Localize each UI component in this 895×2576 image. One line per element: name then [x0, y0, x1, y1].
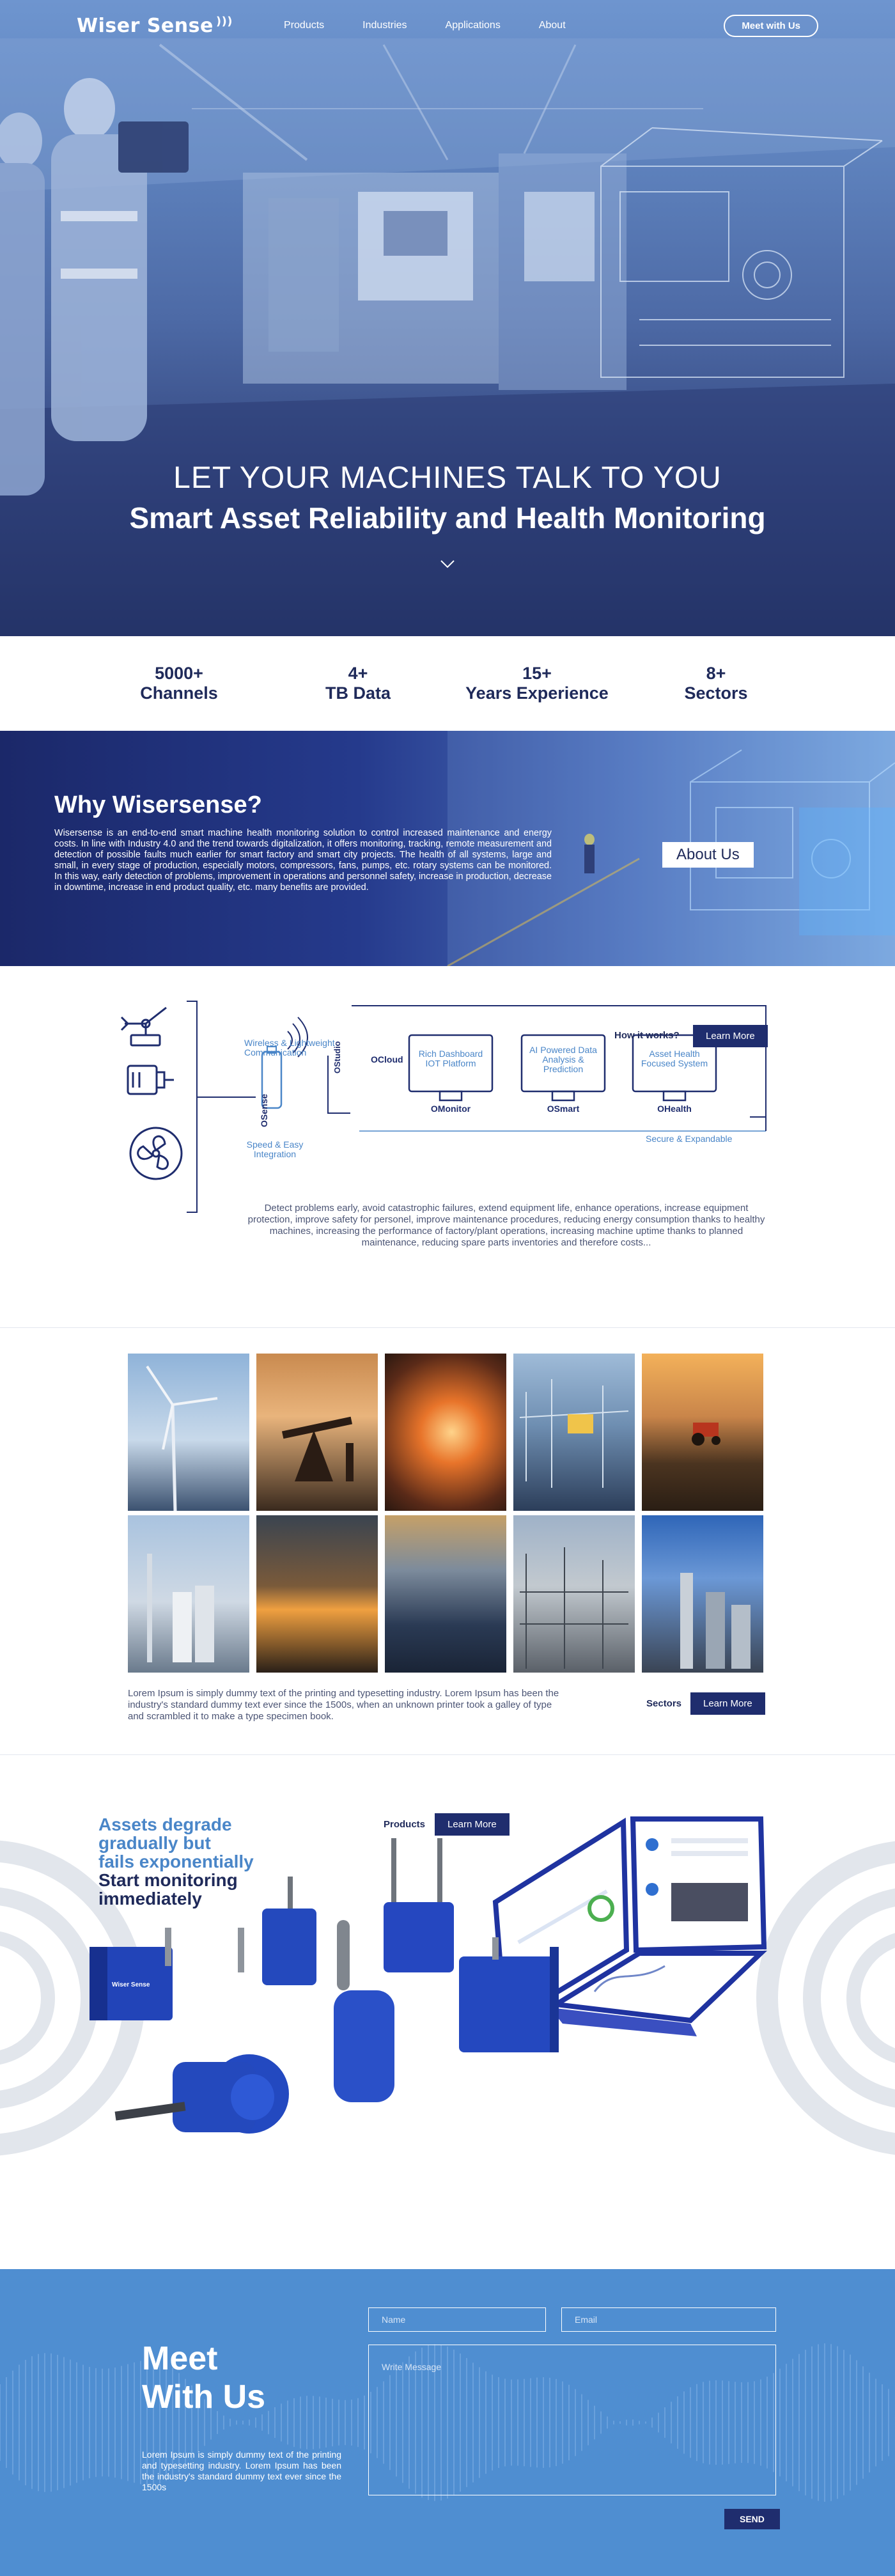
osense-label: OSense — [259, 1093, 269, 1127]
hero-title: Smart Asset Reliability and Health Monitoring — [129, 501, 766, 535]
robot-arm-icon — [121, 1008, 166, 1045]
signal-icon: ))) — [215, 14, 233, 28]
top-navigation — [0, 0, 895, 51]
why-title: Why Wisersense? — [54, 792, 262, 818]
omonitor-label: OMonitor — [430, 1104, 471, 1114]
sector-image-mining[interactable] — [256, 1515, 378, 1673]
omonitor-description: Rich Dashboard IOT Platform — [418, 1049, 483, 1068]
headline-line-2: gradually but — [98, 1833, 211, 1853]
device-brand-label: Wiser Sense — [112, 1981, 150, 1988]
stats-bar — [0, 636, 895, 731]
sector-image-manufacturing[interactable] — [513, 1354, 635, 1511]
why-description: Wisersense is an end-to-end smart machine health monitoring solution to control increased maintenance and energy costs. In line with Industry 4.0 and the trend towards digitalization, it offers monitoring, tracking, remote measurement and detection of possible faults much earlier for smart factory and smart city projects. The health of all systems, large and small, in every stage of production, especially motors, compressors, fans, pumps, etc. rotary systems can be monitored. In this way, early detection of problems, improvement in operations and personnel safety, increase in production, decrease in downtime, increase in end product quality, etc. many benefits are provided. — [54, 828, 552, 893]
stat-sectors — [626, 664, 805, 703]
sectors-learn-more-button[interactable]: Learn More — [690, 1692, 765, 1715]
stat-label: Sectors — [684, 683, 748, 703]
system-architecture-diagram — [0, 966, 895, 1328]
osmart-label: OSmart — [547, 1104, 580, 1114]
how-it-works-learn-more-button[interactable]: Learn More — [693, 1025, 768, 1047]
email-input[interactable] — [561, 2307, 776, 2332]
hero-tagline: LET YOUR MACHINES TALK TO YOU — [173, 461, 722, 495]
sector-image-oil-gas[interactable] — [256, 1354, 378, 1511]
nav-link-about[interactable]: About — [538, 20, 566, 31]
how-it-works-description: Detect problems early, avoid catastrophic failures, extend equipment life, enhance operations, increase equipment protection, improve safety for personel, improve maintenance procedures, reducing energy consumption thanks to healthy machines, increasing the performance of factory/plant operations, increasing machine uptime thanks to planned maintenance, reducing spare parts inventories and therefore costs... — [247, 1203, 765, 1248]
refinery-tower-icon — [642, 1515, 763, 1673]
wireless-label: Wireless & Lightweight Communication — [244, 1038, 335, 1058]
why-wisersense-section — [0, 731, 895, 966]
sector-image-wind-energy[interactable] — [128, 1354, 249, 1511]
headline-line-5: immediately — [98, 1889, 202, 1909]
nav-link-applications[interactable]: Applications — [445, 20, 501, 31]
contact-section — [0, 2269, 895, 2576]
name-input[interactable] — [368, 2307, 546, 2332]
ohealth-description: Asset Health Focused System — [641, 1049, 708, 1068]
how-it-works-label: How it works? — [614, 1030, 680, 1041]
products-learn-more-button[interactable]: Learn More — [435, 1813, 510, 1836]
motor-icon — [128, 1066, 174, 1094]
oil-pump-icon — [256, 1354, 378, 1511]
tractor-icon — [642, 1354, 763, 1511]
nav-link-products[interactable]: Products — [284, 20, 325, 31]
stat-tb-data — [268, 664, 447, 703]
stat-number: 4+ — [348, 664, 368, 683]
scaffold-icon — [513, 1515, 635, 1673]
sectors-description: Lorem Ipsum is simply dummy text of the printing and typesetting industry. Lorem Ipsum has been the industry's standard dummy text ever since the 1500s, when an unknown printer took a galley of type and scrambled it to make a type specimen book. — [128, 1688, 559, 1722]
hero-factory-illustration — [0, 0, 895, 636]
stat-number: 5000+ — [155, 664, 203, 683]
stat-number: 8+ — [706, 664, 726, 683]
ocloud-label: OCloud — [371, 1054, 403, 1065]
osmart-description: AI Powered Data Analysis & Prediction — [529, 1045, 597, 1074]
about-us-button[interactable]: About Us — [662, 842, 754, 868]
ostudio-label: OStudio — [332, 1041, 342, 1073]
products-headline — [98, 1815, 254, 1908]
wind-turbine-icon — [128, 1354, 249, 1511]
message-textarea[interactable] — [368, 2345, 776, 2495]
stat-years-experience — [447, 664, 626, 703]
brand-logo[interactable] — [77, 15, 233, 37]
secure-expandable-label: Secure & Expandable — [646, 1134, 733, 1144]
products-section — [0, 1755, 895, 2269]
stat-label: Years Experience — [465, 683, 609, 703]
sector-image-refinery[interactable] — [642, 1515, 763, 1673]
headline-line-3: fails exponentially — [98, 1852, 254, 1871]
scroll-down-chevron-icon[interactable] — [440, 556, 455, 572]
headline-line-1: Assets degrade — [98, 1815, 232, 1834]
products-label: Products — [384, 1819, 426, 1830]
sector-image-steel[interactable] — [385, 1354, 506, 1511]
sectors-section — [0, 1328, 895, 1755]
sector-image-agriculture[interactable] — [642, 1354, 763, 1511]
stat-label: TB Data — [325, 683, 391, 703]
meet-title-line-2: With Us — [142, 2378, 266, 2416]
ohealth-label: OHealth — [657, 1104, 692, 1114]
factory-plant-icon — [513, 1354, 635, 1511]
sectors-label: Sectors — [646, 1698, 682, 1709]
stat-number: 15+ — [522, 664, 552, 683]
how-it-works-section — [0, 966, 895, 1328]
sector-image-construction[interactable] — [513, 1515, 635, 1673]
sector-image-cement[interactable] — [128, 1515, 249, 1673]
silo-icon — [128, 1515, 249, 1673]
contact-description: Lorem Ipsum is simply dummy text of the printing and typesetting industry. Lorem Ipsum has been the industry's standard dummy text ever since the 1500s — [142, 2449, 341, 2492]
stat-channels — [90, 664, 268, 703]
meet-with-us-title — [142, 2339, 265, 2416]
fan-icon — [130, 1128, 182, 1179]
nav-links — [284, 20, 566, 31]
hero-section — [0, 0, 895, 636]
nav-link-industries[interactable]: Industries — [362, 20, 407, 31]
brand-logo-text: Wiser Sense — [77, 14, 214, 37]
speed-integration-label: Speed & Easy Integration — [246, 1139, 304, 1159]
sector-image-maritime[interactable] — [385, 1515, 506, 1673]
hero-heading — [0, 460, 895, 535]
headline-line-4: Start monitoring — [98, 1870, 238, 1890]
stat-label: Channels — [140, 683, 218, 703]
meet-with-us-button[interactable]: Meet with Us — [724, 15, 818, 37]
meet-title-line-1: Meet — [142, 2340, 218, 2377]
send-button[interactable]: SEND — [724, 2509, 780, 2529]
